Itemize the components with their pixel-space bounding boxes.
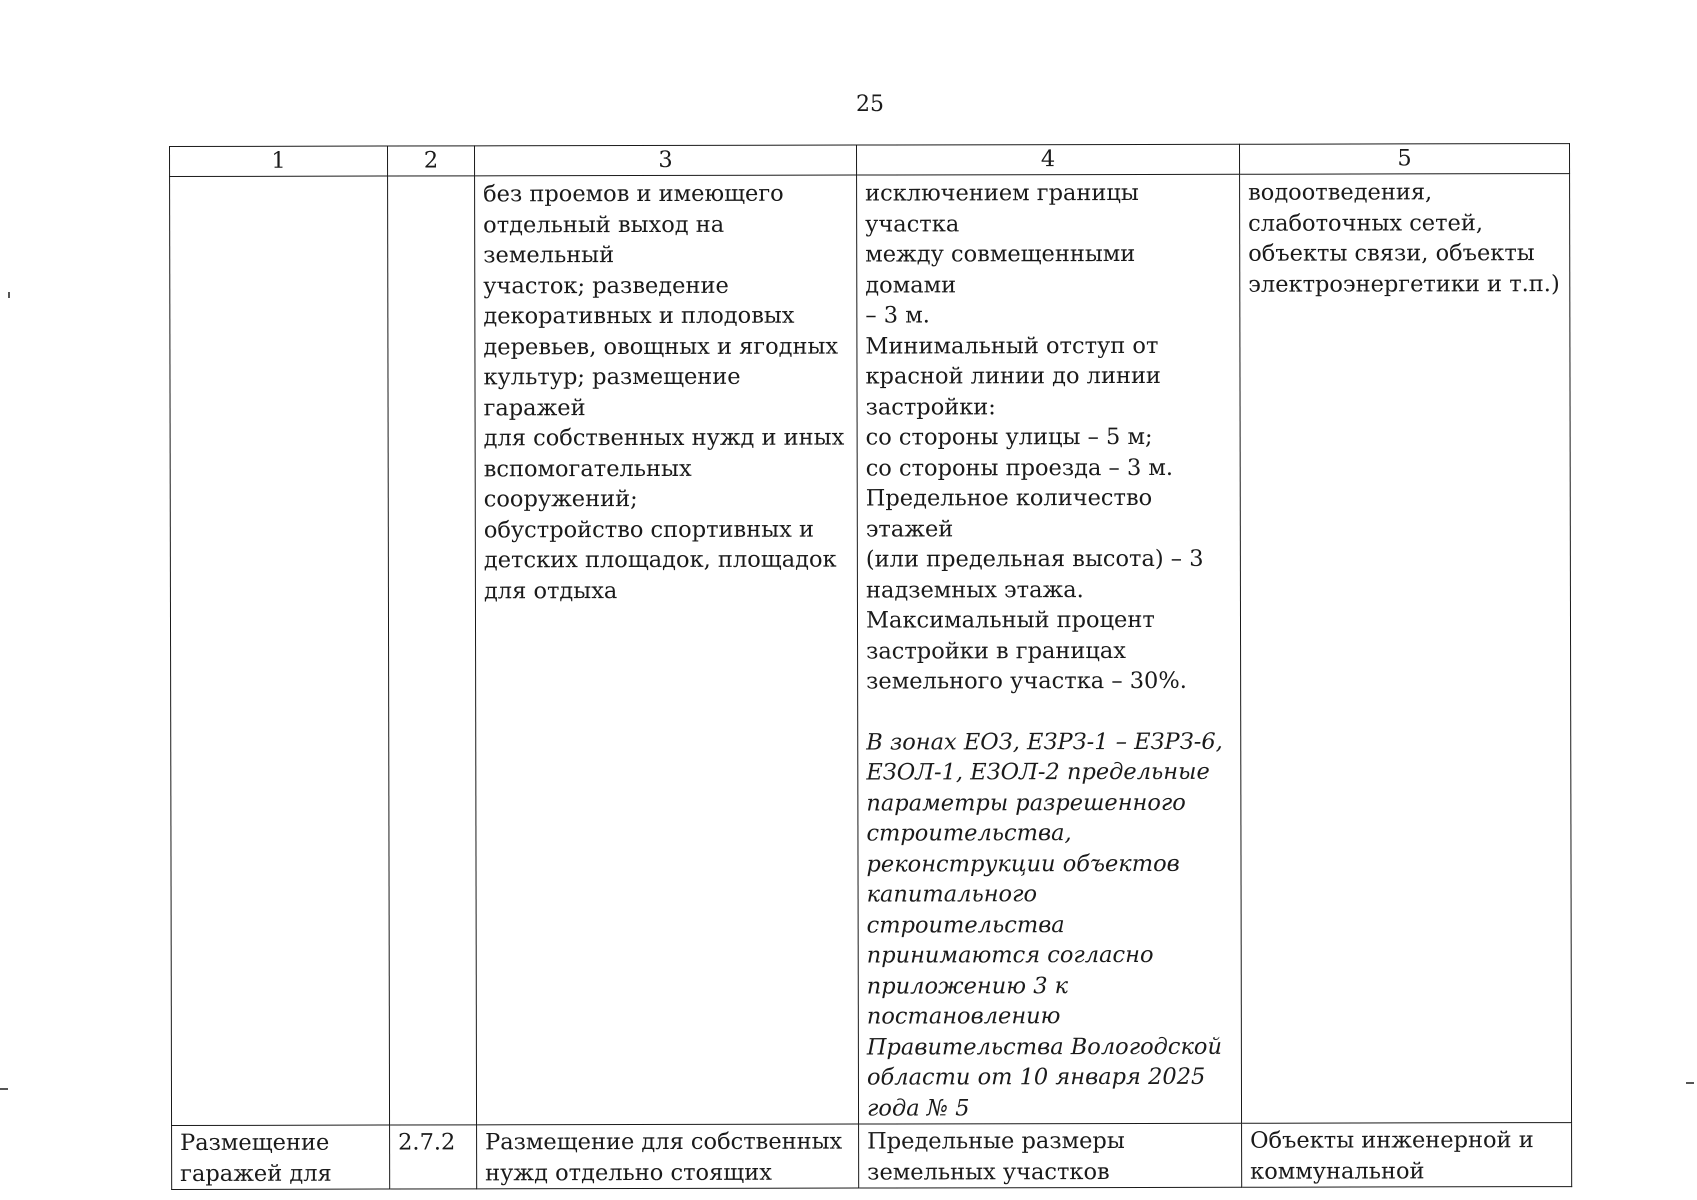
objects-text: водоотведения, слаботочных сетей, объекты связи, объекты электроэнергетики и т.п.) xyxy=(1248,179,1560,298)
parameters-zones-note: В зонах ЕОЗ, ЕЗРЗ-1 – ЕЗРЗ-6, ЕЗОЛ-1, ЕЗОЛ-2 предельные параметры разрешенного строительства, реконструкции объектов капитального строительства принимаются согласно приложению 3 к постановлению Правительства Вологодской области от 10 января 2025 года № 5 xyxy=(866,728,1223,1122)
cell-use-name xyxy=(170,176,390,1125)
cell-use-name xyxy=(172,1125,390,1189)
page-number: 25 xyxy=(856,92,884,117)
scan-mark-left xyxy=(8,292,10,298)
header-col-3: 3 xyxy=(475,145,857,176)
description-text: без проемов и имеющего отдельный выход на земельный участок; разведение декоративных и плодовых деревьев, овощных и ягодных культур; размещение гаражей для собственных нужд и иных вспомогательных сооружений; обустройство спортивных и детских площадок, площадок для отдыха xyxy=(483,180,845,604)
parameters-text: Предельные размеры земельных участков xyxy=(867,1128,1125,1186)
header-col-2: 2 xyxy=(388,146,475,176)
header-col-4: 4 xyxy=(856,144,1239,175)
zoning-table xyxy=(169,143,1572,1190)
header-col-1: 1 xyxy=(170,146,388,176)
description-text: Размещение для собственных нужд отдельно стоящих xyxy=(485,1128,843,1186)
header-col-5: 5 xyxy=(1239,144,1569,175)
objects-text: Объекты инженерной и коммунальной xyxy=(1250,1127,1534,1185)
table-header-row xyxy=(170,144,1570,177)
table-row xyxy=(170,174,1572,1126)
parameters-text: исключением границы участка между совмещенными домами – 3 м. Минимальный отступ от красной линии до линии застройки: со стороны улицы – 5 м; со стороны проезда – 3 м. Предельное количество этажей (или предельная высота) – 3 надземных этажа. Максимальный процент застройки в границах земельного участка – 30%. xyxy=(865,179,1204,695)
cell-parameters xyxy=(857,174,1242,1124)
use-name-text: Размещение гаражей для xyxy=(180,1129,332,1187)
scan-mark-bottom-left xyxy=(0,1088,8,1090)
cell-code xyxy=(388,176,477,1125)
table-row xyxy=(172,1123,1572,1190)
cell-description xyxy=(477,1124,859,1189)
cell-objects xyxy=(1240,174,1572,1124)
cell-description xyxy=(475,175,859,1125)
cell-parameters xyxy=(859,1123,1242,1188)
cell-code: 2.7.2 xyxy=(390,1125,477,1189)
cell-objects xyxy=(1242,1123,1572,1188)
scan-mark-bottom-right xyxy=(1686,1082,1694,1084)
